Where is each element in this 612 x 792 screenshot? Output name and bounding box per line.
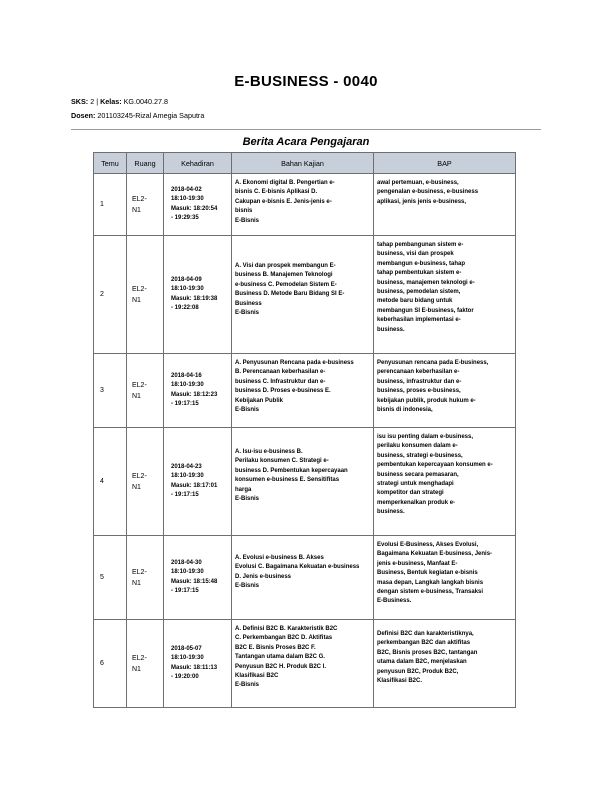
kehadiran-line: Masuk: 18:11:13 [171,664,218,671]
table-row [94,236,516,354]
kehadiran-line: 18:10-19:30 [171,569,204,576]
kehadiran-line: 2018-04-16 [171,372,202,379]
ruang-line: N1 [132,296,141,304]
bap-line: isu isu penting dalam e-business, [377,434,474,440]
table-row [94,536,516,620]
bap-line: business. [377,509,405,516]
ruang-cell [127,236,164,354]
ruang-line: N1 [132,665,141,673]
bap-line: E-Business. [377,598,412,605]
bap-line: business, strategi e-business, [377,452,463,459]
kehadiran-line: - 19:17:15 [171,491,199,498]
sks-label: SKS: [71,97,89,106]
kehadiran-line: - 19:20:00 [171,673,199,680]
bahan-line: Penyusun B2C H. Produk B2C I. [235,663,327,670]
header-divider [71,129,541,130]
ruang-line: EL2- [132,472,147,480]
bahan-kajian-cell [232,536,374,620]
ruang-cell [127,428,164,536]
bahan-line: Klasifikasi B2C [235,673,279,680]
bap-line: business secara pemasaran, [377,471,459,478]
kehadiran-line: - 19:29:35 [171,214,199,221]
bahan-line: harga [235,486,252,493]
kehadiran-line: 18:10-19:30 [171,286,204,293]
bahan-line: Business D. Metode Baru Bidang SI E- [235,291,345,298]
kehadiran-cell [164,174,232,236]
bap-line: business, pemodelan sistem, [377,289,461,296]
bap-line: business, visi dan prospek [377,251,454,258]
bap-line: strategi untuk menghadapi [377,481,454,488]
lecturer-line [71,111,204,120]
bahan-line: C. Perkembangan B2C D. Aktifitas [235,635,333,642]
dosen-label: Dosen: [71,111,96,120]
ruang-line: N1 [132,392,141,400]
bahan-line: E-Bisnis [235,682,260,689]
bap-line: Penyusunan rencana pada E-business, [377,360,489,366]
bap-line: business. [377,326,405,333]
temu-cell: 2 [94,236,127,354]
bahan-line: B. Perencanaan keberhasilan e- [235,369,326,376]
bahan-line: A. Ekonomi digital B. Pengertian e- [235,180,335,186]
ruang-cell [127,174,164,236]
kehadiran-line: 2018-04-09 [171,276,202,283]
temu-cell: 5 [94,536,127,620]
bap-line: utama dalam B2C, menjelaskan [377,659,467,666]
bap-line: memperkenalkan produk e- [377,499,456,506]
bahan-line: D. Jenis e-business [235,573,292,580]
bap-line: awal pertemuan, e-business, [377,180,459,186]
kehadiran-cell [164,354,232,428]
kehadiran-line: 18:10-19:30 [171,196,204,203]
kelas-label: Kelas: [100,97,122,106]
header-bahan-kajian: Bahan Kajian [232,153,374,174]
bahan-line: Evolusi C. Bagaimana Kekuatan e-business [235,564,360,571]
bahan-kajian-cell [232,236,374,354]
bahan-line: A. Evolusi e-business B. Akses [235,555,324,561]
bap-line: Klasifikasi B2C. [377,678,423,685]
teaching-record-table [93,152,516,708]
bap-line: B2C, Bisnis proses B2C, tantangan [377,649,478,656]
ruang-line: N1 [132,483,141,491]
bahan-line: e-business C. Pemodelan Sistem E- [235,281,337,288]
bahan-line: E-Bisnis [235,407,260,414]
bap-line: penyusun B2C, Produk B2C, [377,668,459,675]
kehadiran-cell [164,236,232,354]
bahan-kajian-cell [232,620,374,708]
kehadiran-cell [164,536,232,620]
header-temu: Temu [94,153,127,174]
table-row [94,620,516,708]
sks-value: 2 [90,97,95,106]
temu-cell: 3 [94,354,127,428]
bap-line: kebijakan publik, produk hukum e- [377,397,476,404]
ruang-line: EL2- [132,381,147,389]
kehadiran-line: 2018-04-02 [171,186,202,193]
ruang-line: EL2- [132,654,147,662]
bahan-line: business B. Manajemen Teknologi [235,272,333,279]
kehadiran-line: 2018-05-07 [171,645,202,652]
bap-line: tahap pembentukan sistem e- [377,270,462,277]
bahan-line: B2C E. Bisnis Proses B2C F. [235,644,316,651]
bap-line: Definisi B2C dan karakteristiknya, [377,631,474,637]
bap-cell [374,354,516,428]
bahan-line: E-Bisnis [235,217,260,224]
bahan-line: A. Visi dan prospek membangun E- [235,263,336,269]
bap-line: pengenalan e-business, e-business [377,189,479,196]
table-row [94,354,516,428]
bap-cell [374,428,516,536]
bap-cell [374,236,516,354]
kehadiran-cell [164,428,232,536]
bahan-line: Cakupan e-bisnis E. Jenis-jenis e- [235,198,332,205]
kehadiran-line: 18:10-19:30 [171,382,204,389]
bap-line: masa depan, Langkah langkah bisnis [377,579,484,586]
bap-line: pembentukan kepercayaan konsumen e- [377,462,493,469]
bahan-line: bisnis [235,208,253,215]
bahan-line: E-Bisnis [235,310,260,317]
bap-line: dengan sistem e-business, Transaksi [377,589,484,596]
bap-line: membangun SI E-business, faktor [377,307,474,314]
bap-line: Bagaimana Kekuatan E-business, Jenis- [377,551,493,558]
kehadiran-line: 18:10-19:30 [171,655,204,662]
bap-line: bisnis di indonesia, [377,407,433,414]
temu-cell: 6 [94,620,127,708]
course-meta-line [71,97,168,106]
kehadiran-line: - 19:17:15 [171,587,199,594]
bahan-line: Perilaku konsumen C. Strategi e- [235,458,329,465]
bahan-line: A. Isu-isu e-business B. [235,449,303,455]
bap-line: perkembangan B2C dan aktifitas [377,640,471,647]
dosen-value: 201103245-Rizal Amegia Saputra [97,111,205,120]
kehadiran-line: 18:10-19:30 [171,473,204,480]
bahan-line: A. Definisi B2C B. Karakteristik B2C [235,626,338,632]
ruang-cell [127,536,164,620]
ruang-cell [127,620,164,708]
bahan-line: bisnis C. E-bisnis Aplikasi D. [235,189,318,196]
ruang-line: EL2- [132,195,147,203]
header-bap: BAP [374,153,516,174]
bahan-line: A. Penyusunan Rencana pada e-business [235,360,354,366]
bahan-kajian-cell [232,428,374,536]
bap-line: jenis e-business, Manfaat E- [377,560,458,567]
bahan-kajian-cell [232,174,374,236]
bap-line: Evolusi E-Business, Akses Evolusi, [377,542,479,548]
kehadiran-line: Masuk: 18:17:01 [171,482,218,489]
table-row [94,174,516,236]
ruang-line: EL2- [132,285,147,293]
bap-line: metode baru bidang untuk [377,298,453,305]
kehadiran-line: 2018-04-30 [171,559,202,566]
meta-separator: | [96,97,99,106]
bap-cell [374,536,516,620]
ruang-line: N1 [132,579,141,587]
kelas-value: KG.0040.27.8 [123,97,168,106]
bap-line: perencanaan keberhasilan e- [377,369,460,376]
bap-line: tahap pembangunan sistem e- [377,242,464,248]
kehadiran-line: - 19:22:08 [171,304,199,311]
ruang-cell [127,354,164,428]
section-title: Berita Acara Pengajaran [242,136,370,148]
bahan-line: Business [235,300,262,307]
bahan-line: business C. Infrastruktur dan e- [235,378,326,385]
bahan-line: business D. Pembentukan kepercayaan [235,467,348,474]
temu-cell: 1 [94,174,127,236]
bahan-line: E-Bisnis [235,496,260,503]
bap-line: keberhasilan implementasi e- [377,317,461,324]
bap-line: kompetitor dan strategi [377,490,444,497]
table-row [94,428,516,536]
bahan-line: Kebijakan Publik [235,397,284,404]
ruang-line: N1 [132,206,141,214]
bap-line: business, manajemen teknologi e- [377,279,475,286]
kehadiran-cell [164,620,232,708]
bahan-line: E-Bisnis [235,583,260,590]
kehadiran-line: Masuk: 18:12:23 [171,391,218,398]
bap-line: perilaku konsumen dalam e- [377,443,458,450]
bahan-line: business D. Proses e-business E. [235,388,331,395]
table-header-row [94,153,516,174]
bap-cell [374,174,516,236]
bap-line: Business, Bentuk kegiatan e-bisnis [377,570,478,577]
bap-cell [374,620,516,708]
kehadiran-line: - 19:17:15 [171,400,199,407]
course-title: E-BUSINESS - 0040 [234,73,378,90]
kehadiran-line: Masuk: 18:19:38 [171,295,218,302]
bap-line: business, infrastruktur dan e- [377,378,462,385]
header-ruang: Ruang [127,153,164,174]
bahan-line: Tantangan utama dalam B2C G. [235,654,325,661]
temu-cell: 4 [94,428,127,536]
bahan-line: konsumen e-business E. Sensitifitas [235,477,340,484]
kehadiran-line: 2018-04-23 [171,463,202,470]
ruang-line: EL2- [132,568,147,576]
bap-line: membangun e-business, tahap [377,260,466,267]
bap-line: aplikasi, jenis jenis e-business, [377,198,467,205]
kehadiran-line: Masuk: 18:20:54 [171,205,218,212]
bahan-kajian-cell [232,354,374,428]
header-kehadiran: Kehadiran [164,153,232,174]
kehadiran-line: Masuk: 18:15:48 [171,578,218,585]
bap-line: business, proses e-business, [377,388,461,395]
